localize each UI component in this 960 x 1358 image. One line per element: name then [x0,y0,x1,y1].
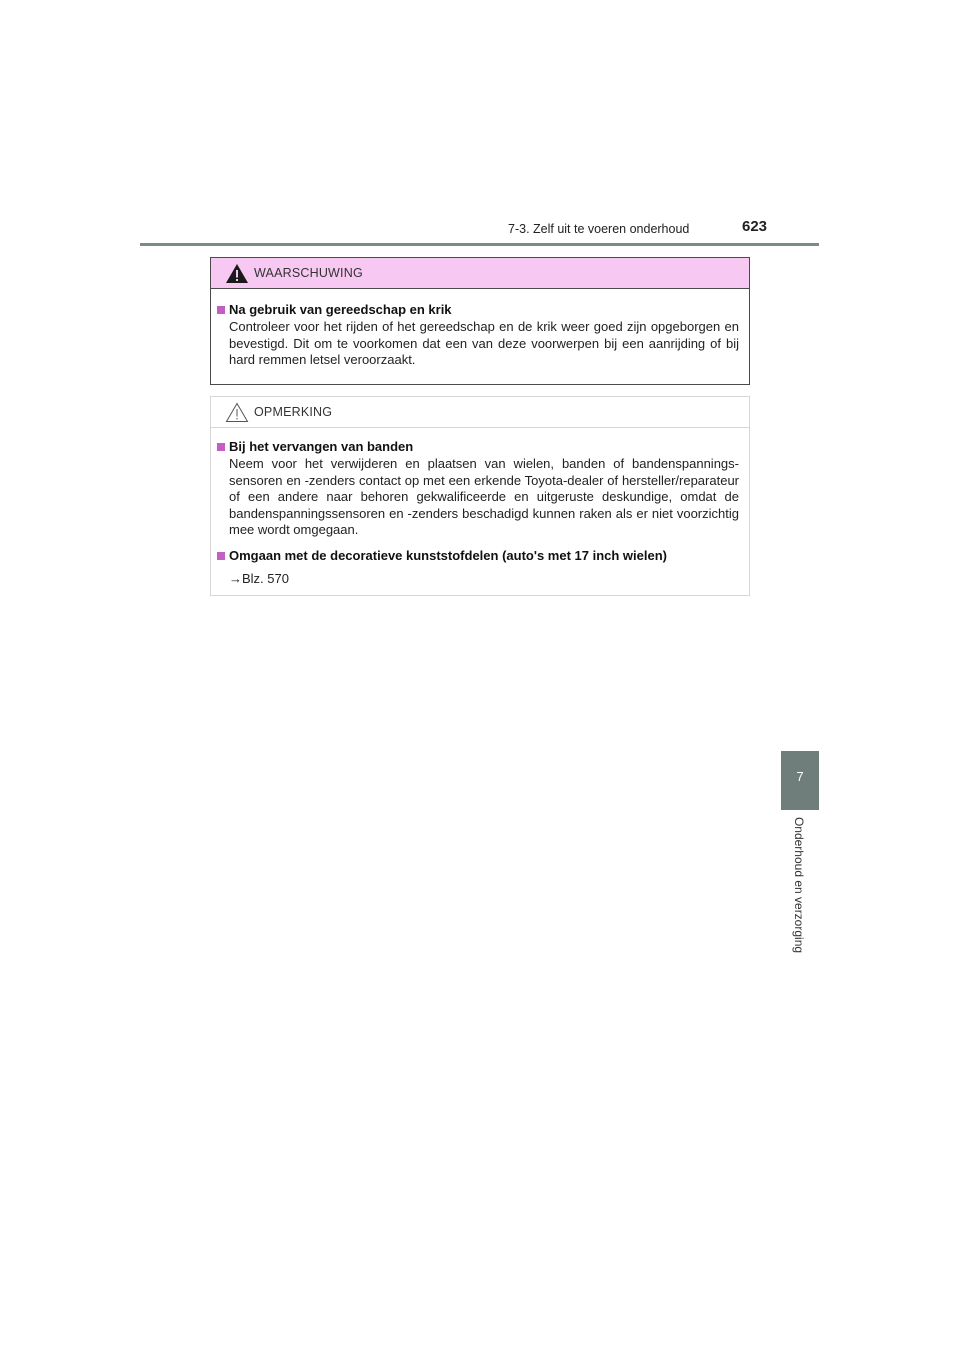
bullet-square-icon [217,306,225,314]
chapter-tab [781,751,819,810]
note-item-title-text: Bij het vervangen van banden [229,439,414,454]
warning-triangle-icon [225,263,249,284]
chapter-number: 7 [796,769,804,784]
note-header [211,397,749,428]
warning-item-body: Controleer voor het rijden of het gereedschap en de krik weer goed zijn opgeborgen en bevestigd. Dit om te voorkomen dat een van deze voorwerpen bij een aanrijding of bij hard remmen letsel veroorzaakt. [229,319,739,367]
note-item-title [211,547,749,565]
warning-item-title [211,301,749,319]
page-reference: →Blz. 570 [229,570,289,586]
bullet-square-icon [217,552,225,560]
note-item-title [211,438,749,456]
header-rule [140,243,819,246]
warning-label: WAARSCHUWING [254,266,363,280]
warning-header [211,258,749,289]
warning-item-title-text: Na gebruik van gereedschap en krik [229,302,452,317]
note-box [210,396,750,596]
chapter-title: Onderhoud en verzorging [792,816,806,954]
warning-box [210,257,750,385]
note-content [211,438,749,587]
note-label: OPMERKING [254,405,333,419]
note-item-body: Neem voor het verwijderen en plaatsen van wielen, banden of bandenspannings-sensoren en -zenders contact op met een erkende Toyota-dealer of hersteller/reparateur of een andere naar behoren gekwalificeerde en uitgeruste deskundige, omdat de bandenspanningssensoren en -zenders beschadigd kunnen raken als er niet voorzichtig mee wordt omgegaan. [229,456,739,537]
warning-content [211,301,749,369]
section-title: 7-3. Zelf uit te voeren onderhoud [508,222,690,236]
bullet-square-icon [217,443,225,451]
page-number: 623 [742,218,768,235]
note-item-title-text: Omgaan met de decoratieve kunststofdelen (auto's met 17 inch wielen) [229,547,667,563]
caution-triangle-icon [225,402,249,423]
